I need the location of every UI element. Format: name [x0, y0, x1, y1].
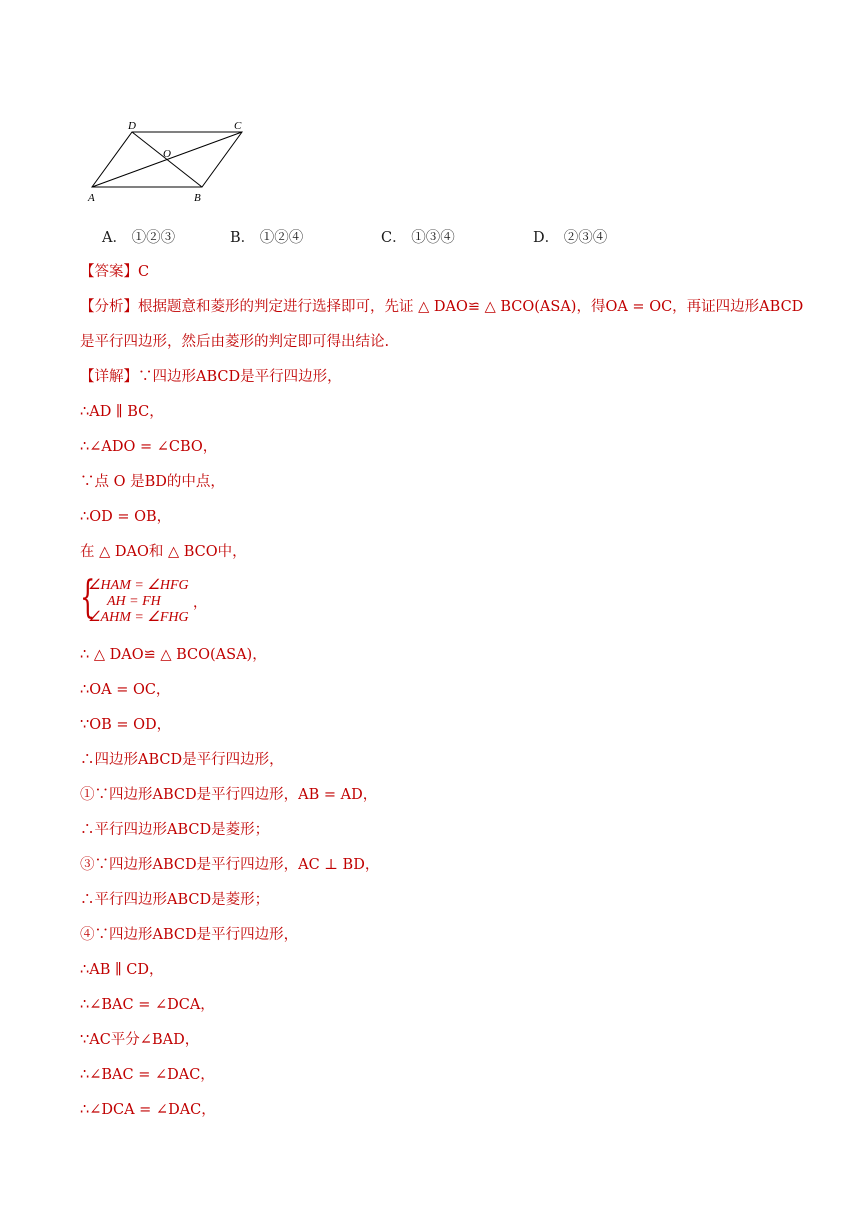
detail-line-10: ∴四边形ABCD是平行四边形，: [80, 752, 284, 768]
detail-line-16: ∴AB ∥ CD，: [80, 962, 164, 978]
detail-line-13: ③∵四边形ABCD是平行四边形，AC ⊥ BD，: [80, 857, 380, 873]
center-label-o: O: [163, 148, 171, 160]
option-b[interactable]: B． ①②④: [230, 230, 304, 246]
analysis-tag: 【分析】: [80, 299, 138, 315]
option-a[interactable]: A． ①②③: [102, 230, 176, 246]
vertex-label-d: D: [128, 120, 136, 132]
answer-value: C: [138, 264, 150, 280]
option-d[interactable]: D． ②③④: [533, 230, 608, 246]
detail-line-12: ∴平行四边形ABCD是菱形；: [80, 822, 270, 838]
detail-line-18: ∵AC平分∠BAD，: [80, 1032, 200, 1048]
detail-line-17: ∴∠BAC = ∠DCA，: [80, 997, 215, 1013]
option-c[interactable]: C． ①③④: [381, 230, 455, 246]
detail-line-11: ①∵四边形ABCD是平行四边形，AB = AD，: [80, 787, 378, 803]
system-row-3: ∠AHM = ∠FHG: [88, 610, 189, 625]
answer-tag: 【答案】: [80, 264, 138, 280]
detail-tag: 【详解】: [80, 369, 138, 385]
detail-line-1: 【详解】∵四边形ABCD是平行四边形，: [80, 369, 342, 385]
system-row-1: ∠HAM = ∠HFG: [88, 578, 189, 593]
analysis-line-2: 是平行四边形，然后由菱形的判定即可得出结论.: [80, 334, 390, 350]
system-row-2: AH = FH: [107, 594, 161, 609]
detail-line-14: ∴平行四边形ABCD是菱形；: [80, 892, 270, 908]
detail-line-8: ∴OA = OC，: [80, 682, 171, 698]
parallelogram-figure: [80, 112, 260, 207]
detail-line-3: ∴∠ADO = ∠CBO，: [80, 439, 218, 455]
detail-line-6: 在 △ DAO和 △ BCO中，: [80, 544, 247, 560]
detail-line-5: ∴OD = OB，: [80, 509, 172, 525]
system-tail: ，: [193, 596, 207, 611]
vertex-label-c: C: [234, 120, 242, 132]
detail-line-4: ∵点 O 是BD的中点，: [80, 474, 225, 490]
detail-line-9: ∵OB = OD，: [80, 717, 172, 733]
detail-line-19: ∴∠BAC = ∠DAC，: [80, 1067, 215, 1083]
detail-line-15: ④∵四边形ABCD是平行四边形，: [80, 927, 299, 943]
answer-line: [80, 262, 149, 282]
vertex-label-a: A: [88, 192, 95, 204]
analysis-line-1: 【分析】根据题意和菱形的判定进行选择即可，先证 △ DAO≌ △ BCO(ASA)，得OA = OC，再证四边形ABCD: [80, 299, 804, 315]
detail-line-7: ∴ △ DAO≌ △ BCO(ASA)，: [80, 647, 267, 663]
detail-line-2: ∴AD ∥ BC，: [80, 404, 164, 420]
system-brace: {: [80, 572, 96, 623]
detail-line-20: ∴∠DCA = ∠DAC，: [80, 1102, 216, 1118]
vertex-label-b: B: [194, 192, 201, 204]
